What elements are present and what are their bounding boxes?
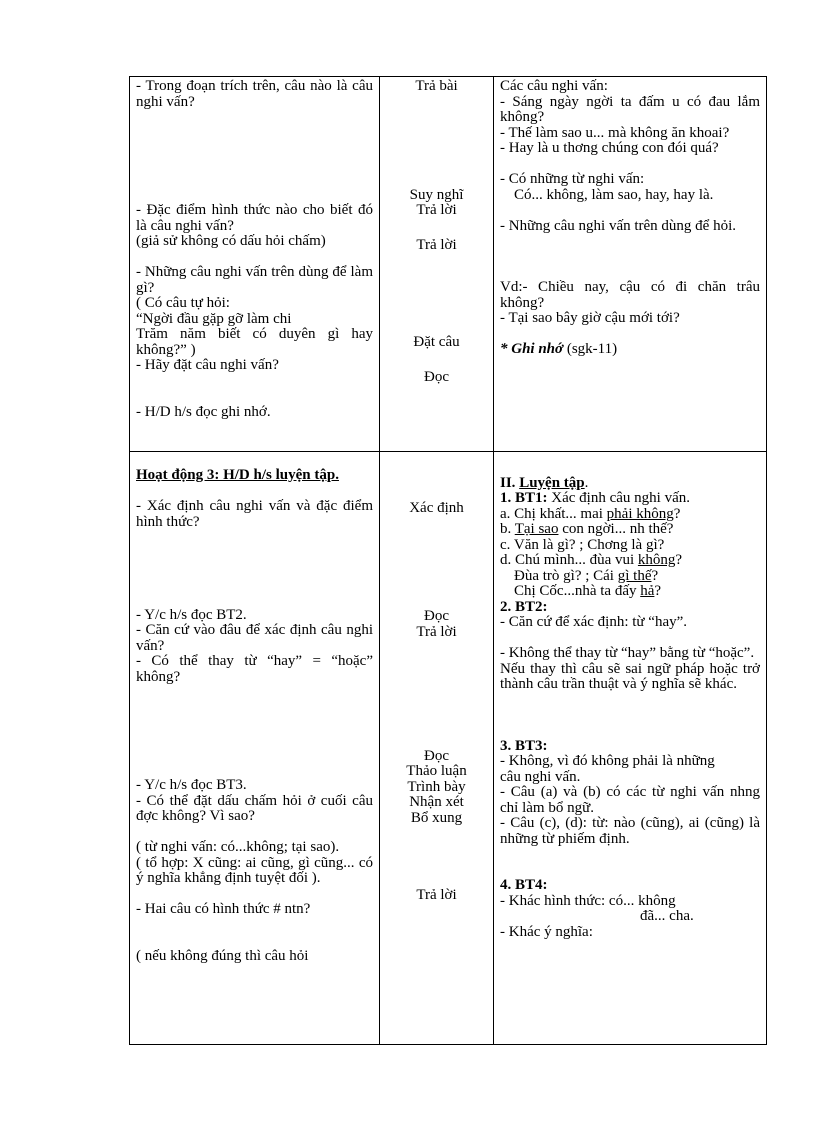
note-text: Trăm năm biết có duyên gì hay không?” ) <box>136 326 377 358</box>
activity-label: Trả lời <box>416 623 457 640</box>
content-text: Có... không, làm sao, hay, hay là. <box>514 186 714 203</box>
content-text: - Sáng ngày ngời ta đấm u có đau lắm không? <box>500 93 764 125</box>
table-row <box>130 452 767 1045</box>
teacher-activity-cell <box>130 452 380 1045</box>
memo-ref: (sgk-11) <box>563 341 618 357</box>
question-text: - Y/c h/s đọc BT2. <box>136 606 247 623</box>
student-activity-cell <box>380 452 494 1045</box>
content-text: - Khác hình thức: có... không <box>500 892 676 909</box>
activity-label: Đọc <box>424 608 449 624</box>
question-text: - Trong đoạn trích trên, câu nào là câu nghi vấn? <box>136 78 377 110</box>
content-text: - Câu (a) và (b) có các từ nghi vấn nhng chỉ làm bổ ngữ. <box>500 784 764 816</box>
memo-text <box>500 342 760 358</box>
note-text: ( nếu không đúng thì câu hỏi <box>136 947 309 964</box>
content-text: b. Tại sao con ngời... nh thế? <box>500 521 674 537</box>
question-text: - Xác định câu nghi vấn và đặc điểm hình thức? <box>136 498 377 530</box>
activity-label: Xác định <box>409 499 464 516</box>
exercise-1: 1. BT1: Xác định câu nghi vấn. <box>500 490 690 506</box>
question-text: - H/D h/s đọc ghi nhớ. <box>136 403 271 420</box>
content-text: - Không, vì đó không phải là những <box>500 753 715 769</box>
section-heading: Hoạt động 3: H/D h/s luyện tập. <box>136 467 339 483</box>
activity-label: Trả lời <box>416 202 457 218</box>
content-text: đã... cha. <box>640 908 694 924</box>
note-text: ( Có câu tự hỏi: <box>136 295 230 311</box>
content-text: - Không thể thay từ “hay” bằng từ “hoặc”. <box>500 645 755 661</box>
note-text: (giả sử không có dấu hỏi chấm) <box>136 233 326 249</box>
activity-label: Bổ xung <box>410 809 463 826</box>
memo-label: * Ghi nhớ <box>500 341 564 357</box>
activity-label: Trả bài <box>415 78 458 94</box>
question-text: - Những câu nghi vấn trên dùng để làm gì? <box>136 264 377 296</box>
question-text: - Y/c h/s đọc BT3. <box>136 777 247 793</box>
activity-label: Suy nghĩ <box>409 186 464 203</box>
content-text: - Tại sao bây giờ cậu mới tới? <box>500 310 680 326</box>
activity-label: Đọc <box>424 747 449 764</box>
content-text: - Câu (c), (d): từ: nào (cũng), ai (cũng) là những từ phiếm định. <box>500 815 764 847</box>
exercise-label: 3. BT3: <box>500 737 548 754</box>
practice-title: Luyện tập <box>519 474 585 491</box>
note-text: ( tổ hợp: X cũng: ai cũng, gì cũng... có ý nghĩa khẳng định tuyệt đối ). <box>136 854 377 886</box>
content-cell <box>494 77 767 452</box>
content-text: Đùa trò gì? ; Cái gì thế? <box>514 567 659 584</box>
activity-label: Nhận xét <box>409 794 464 810</box>
content-text: Nếu thay thì câu sẽ sai ngữ pháp hoặc trở thành câu trần thuật và ý nghĩa sẽ khác. <box>500 660 764 692</box>
activity-label: Trình bày <box>407 778 466 795</box>
content-text: - Căn cứ để xác định: từ “hay”. <box>500 614 688 630</box>
content-text: - Thế làm sao u... mà không ăn khoai? <box>500 124 730 141</box>
content-text: - Những câu nghi vấn trên dùng để hỏi. <box>500 217 736 234</box>
exercise-label: 4. BT4: <box>500 877 548 893</box>
teacher-activity-cell <box>130 77 380 452</box>
question-text: - Căn cứ vào đâu để xác định câu nghi vấn? <box>136 622 377 654</box>
content-text: - Có những từ nghi vấn: <box>500 171 645 187</box>
content-text: - Khác ý nghĩa: <box>500 923 593 940</box>
content-text: c. Văn là gì? ; Chơng là gì? <box>500 536 665 553</box>
question-text: - Có thể đặt dấu chấm hỏi ở cuối câu đợc không? Vì sao? <box>136 792 377 824</box>
activity-label: Thảo luận <box>406 763 467 779</box>
activity-label: Đọc <box>424 369 449 385</box>
table-row <box>130 77 767 452</box>
exercise-label: 2. BT2: <box>500 598 548 615</box>
student-activity-cell <box>380 77 494 452</box>
content-text: Các câu nghi vấn: <box>500 78 608 94</box>
lesson-plan-table <box>129 76 767 1045</box>
content-text: Chị Cốc...nhà ta đấy hả? <box>514 583 662 599</box>
note-text: “Ngời đầu gặp gỡ làm chi <box>136 310 292 327</box>
content-text: câu nghi vấn. <box>500 768 581 785</box>
content-text: Vd:- Chiều nay, cậu có đi chăn trâu không? <box>500 279 764 311</box>
question-text: - Đặc điểm hình thức nào cho biết đó là câu nghi vấn? <box>136 202 377 234</box>
activity-label: Trả lời <box>416 237 457 253</box>
content-text: - Hay là u thơng chúng con đói quá? <box>500 140 719 156</box>
question-text: - Hãy đặt câu nghi vấn? <box>136 357 279 373</box>
content-cell <box>494 452 767 1045</box>
activity-label: Đặt câu <box>413 334 460 350</box>
content-text: a. Chị khất... mai phải không? <box>500 505 681 522</box>
note-text: ( từ nghi vấn: có...không; tại sao). <box>136 839 340 855</box>
question-text: - Có thể thay từ “hay” = “hoặc” không? <box>136 653 377 685</box>
exercise-label: 1. BT1: <box>500 490 548 506</box>
practice-heading: II. Luyện tập. <box>500 474 589 491</box>
question-text: - Hai câu có hình thức # ntn? <box>136 901 311 917</box>
activity-label: Trả lời <box>416 886 457 903</box>
content-text: d. Chú mình... đùa vui không? <box>500 552 683 568</box>
